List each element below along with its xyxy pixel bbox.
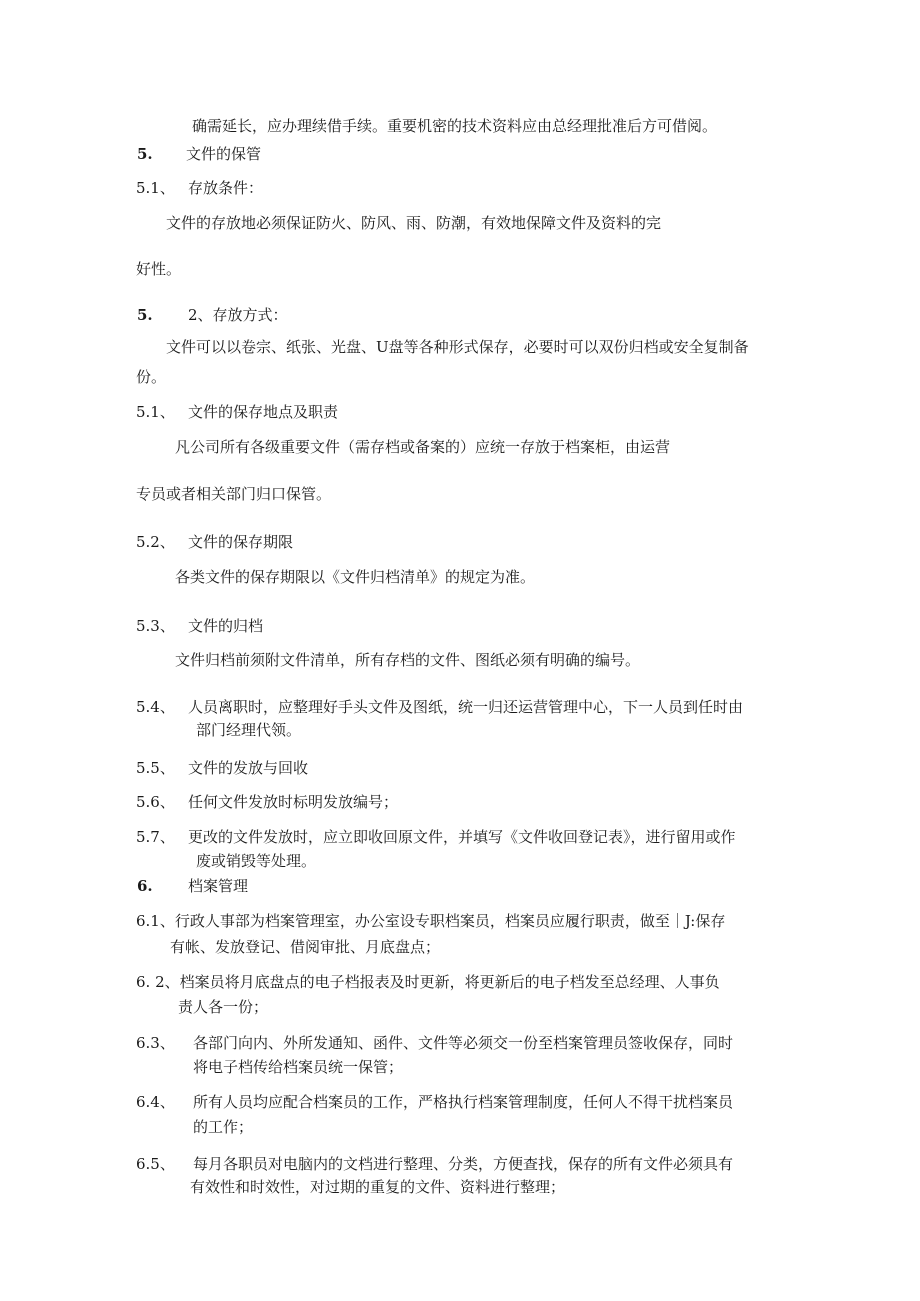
paragraph-text: 的工作； [193, 1118, 254, 1136]
paragraph-text: 将电子档传给档案员统一保管； [193, 1058, 404, 1076]
subsection-number: 5.5、 [136, 759, 175, 777]
subsection-heading: 文件的发放与回收 [188, 759, 309, 777]
paragraph-text: 任何文件发放时标明发放编号； [188, 793, 399, 811]
section-number: 6. [137, 877, 153, 895]
subsection-number: 5.7、 [136, 828, 175, 846]
paragraph-text: 每月各职员对电脑内的文档进行整理、分类，方便查找，保存的所有文件必须具有 [193, 1155, 734, 1173]
paragraph-text: 确需延长，应办理续借手续。重要机密的技术资料应由总经理批准后方可借阅。 [192, 117, 718, 135]
paragraph-text: 6. 2、档案员将月底盘点的电子档报表及时更新，将更新后的电子档发至总经理、人事负 [136, 973, 720, 991]
paragraph-text: 部门经理代领。 [196, 721, 302, 739]
paragraph-text: 更改的文件发放时，应立即收回原文件，并填写《文件收回登记表》，进行留用或作 [188, 828, 736, 846]
paragraph-text: 文件可以以卷宗、纸张、光盘、U盘等各种形式保存，必要时可以双份归档或安全复制备 [166, 338, 749, 356]
subsection-number: 5.2、 [136, 533, 175, 551]
paragraph-text: 文件的存放地必须保证防火、防风、雨、防潮，有效地保障文件及资料的完 [166, 214, 662, 232]
paragraph-text: 文件归档前须附文件清单，所有存档的文件、图纸必须有明确的编号。 [175, 651, 641, 669]
paragraph-text: 所有人员均应配合档案员的工作，严格执行档案管理制度，任何人不得干扰档案员 [193, 1093, 734, 1111]
subsection-heading: 文件的保存地点及职责 [188, 403, 339, 421]
paragraph-text: 有效性和时效性，对过期的重复的文件、资料进行整理； [190, 1178, 566, 1196]
subsection-number: 6.4、 [136, 1093, 175, 1111]
paragraph-text: 人员离职时，应整理好手头文件及图纸，统一归还运营管理中心，下一人员到任时由 [188, 698, 744, 716]
paragraph-text: 责人各一份； [178, 998, 269, 1016]
subsection-heading: 文件的归档 [188, 617, 264, 635]
paragraph-text: 专员或者相关部门归口保管。 [136, 485, 332, 503]
subsection-heading: 文件的保存期限 [188, 533, 294, 551]
subsection-heading: 2、存放方式： [188, 306, 288, 324]
subsection-number: 5.4、 [136, 698, 175, 716]
section-heading: 档案管理 [188, 877, 249, 895]
subsection-heading: 存放条件： [188, 179, 264, 197]
subsection-number: 5.1、 [136, 403, 175, 421]
paragraph-text: 有帐、发放登记、借阅审批、月底盘点； [170, 938, 441, 956]
paragraph-text: 各部门向内、外所发通知、函件、文件等必须交一份至档案管理员签收保存，同时 [193, 1034, 734, 1052]
section-number: 5. [137, 145, 153, 163]
paragraph-text: 废或销毁等处理。 [196, 852, 317, 870]
section-number: 5. [137, 306, 153, 324]
section-heading: 文件的保管 [186, 145, 262, 163]
paragraph-text: 份。 [136, 368, 167, 386]
subsection-number: 6.3、 [136, 1034, 175, 1052]
subsection-number: 5.1、 [136, 179, 175, 197]
paragraph-text: 6.1、行政人事部为档案管理室，办公室设专职档案员，档案员应履行职责，做至｜J:保存 [136, 912, 726, 930]
paragraph-text: 好性。 [136, 260, 182, 278]
paragraph-text: 各类文件的保存期限以《文件归档清单》的规定为准。 [175, 568, 536, 586]
paragraph-text: 凡公司所有各级重要文件（需存档或备案的）应统一存放于档案柜，由运营 [175, 438, 671, 456]
subsection-number: 5.6、 [136, 793, 175, 811]
subsection-number: 6.5、 [136, 1155, 175, 1173]
subsection-number: 5.3、 [136, 617, 175, 635]
